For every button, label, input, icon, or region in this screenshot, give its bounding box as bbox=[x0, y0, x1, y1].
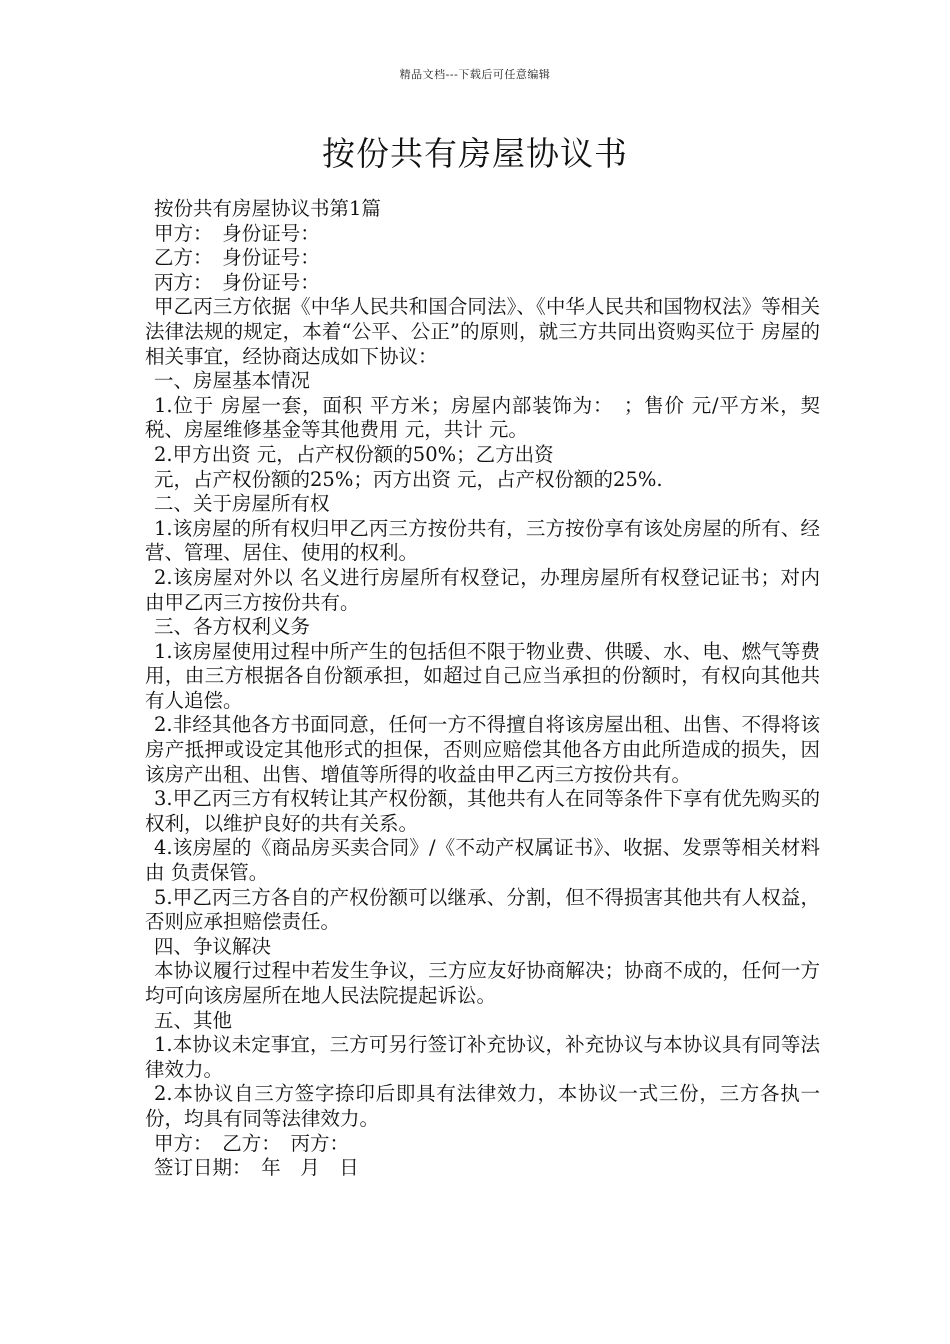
paragraph-item: 1.本协议未定事宜，三方可另行签订补充协议，补充协议与本协议具有同等法律效力。 bbox=[145, 1033, 820, 1081]
paragraph-preamble: 甲乙丙三方依据《中华人民共和国合同法》、《中华人民共和国物权法》等相关法律法规的规定，本着“公平、公正”的原则，就三方共同出资购买位于 房屋的相关事宜，经协商达成如下协议： bbox=[145, 295, 820, 368]
paragraph-party-b: 乙方： 身份证号： bbox=[154, 246, 320, 270]
paragraph-item: 4.该房屋的《商品房买卖合同》/《不动产权属证书》、收据、发票等相关材料由 负责保管。 bbox=[145, 836, 820, 885]
paragraph-item: 3.甲乙丙三方有权转让其产权份额，其他共有人在同等条件下享有优先购买的权利，以维护良好的共有关系。 bbox=[145, 787, 820, 835]
paragraph-party-a: 甲方： 身份证号： bbox=[154, 221, 320, 245]
document-body bbox=[145, 197, 820, 1181]
document-title: 按份共有房屋协议书 bbox=[322, 134, 628, 173]
paragraph-section-heading: 按份共有房屋协议书第1篇 bbox=[154, 197, 381, 220]
paragraph-item: 1.该房屋的所有权归甲乙丙三方按份共有，三方按份享有该处房屋的所有、经营、管理、居住、使用的权利。 bbox=[145, 516, 820, 565]
paragraph-item: 2.非经其他各方书面同意，任何一方不得擅自将该房屋出租、出售、不得将该房产抵押或设定其他形式的担保，否则应赔偿其他各方由此所造成的损失，因该房产出租、出售、增值等所得的收益由甲乙丙三方按份共有。 bbox=[145, 713, 820, 786]
heading-other: 五、其他 bbox=[154, 1008, 233, 1032]
paragraph-party-c: 丙方： 身份证号： bbox=[154, 270, 320, 294]
heading-basic-info: 一、房屋基本情况 bbox=[154, 369, 311, 393]
heading-ownership: 二、关于房屋所有权 bbox=[154, 492, 330, 516]
paragraph-item: 1.位于 房屋一套，面积 平方米；房屋内部装饰为： ；售价 元/平方米，契税、房屋维修基金等其他费用 元，共计 元。 bbox=[145, 393, 820, 442]
paragraph-item: 本协议履行过程中若发生争议，三方应友好协商解决；协商不成的，任何一方均可向该房屋所在地人民法院提起诉讼。 bbox=[145, 959, 820, 1007]
paragraph-item: 5.甲乙丙三方各自的产权份额可以继承、分割，但不得损害其他共有人权益，否则应承担赔偿责任。 bbox=[145, 885, 820, 934]
paragraph-item: 1.该房屋使用过程中所产生的包括但不限于物业费、供暖、水、电、燃气等费用，由三方根据各自份额承担，如超过自己应当承担的份额时，有权向其他共有人追偿。 bbox=[145, 639, 820, 712]
heading-dispute: 四、争议解决 bbox=[154, 934, 272, 958]
signature-line: 甲方： 乙方： 丙方： bbox=[154, 1131, 350, 1155]
paragraph-item: 2.该房屋对外以 名义进行房屋所有权登记，办理房屋所有权登记证书；对内由甲乙丙三方按份共有。 bbox=[145, 565, 820, 614]
paragraph-item: 2.本协议自三方签字捺印后即具有法律效力，本协议一式三份，三方各执一份，均具有同等法律效力。 bbox=[145, 1082, 820, 1130]
signing-date-line: 签订日期： 年 月 日 bbox=[154, 1156, 359, 1180]
header-note: 精品文档---下载后可任意编辑 bbox=[399, 68, 551, 81]
heading-rights-duties: 三、各方权利义务 bbox=[154, 615, 311, 639]
paragraph-item: 元，占产权份额的25%；丙方出资 元，占产权份额的25%. bbox=[154, 467, 663, 491]
paragraph-item: 2.甲方出资 元，占产权份额的50%；乙方出资 bbox=[154, 442, 554, 466]
